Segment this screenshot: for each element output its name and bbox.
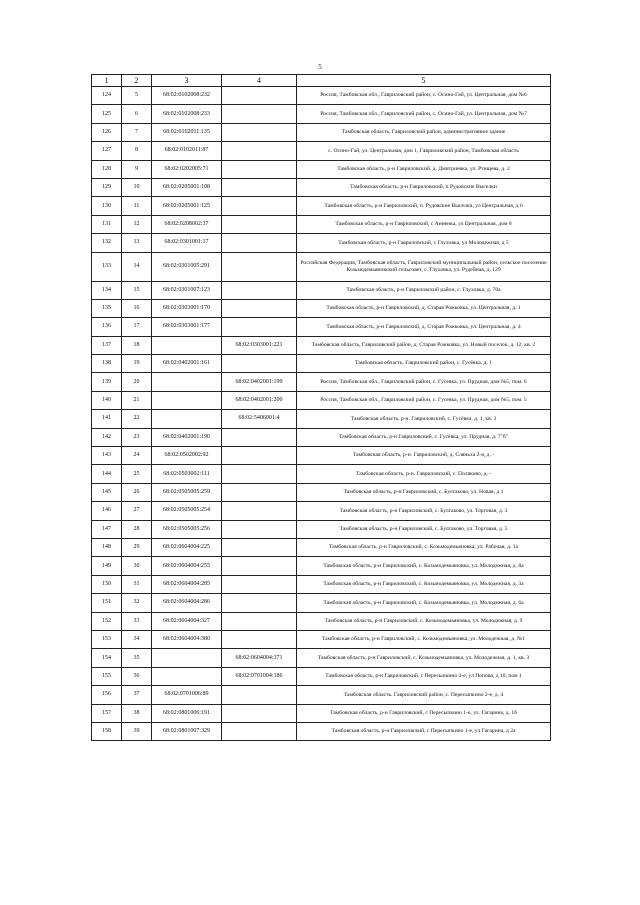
cadastral-number: 68:02:0604004:380 [152, 630, 222, 648]
row-number: 129 [92, 178, 122, 196]
cadastral-number [152, 410, 222, 428]
cadastral-number: 68:02:0402001:190 [152, 428, 222, 446]
table-row [92, 234, 551, 252]
address: Тамбовская область, р-н Гавриловский, д. Старая Рожковка, ул. Центральная, д. 4 [297, 318, 551, 336]
address: Тамбовская область, р-н Гавриловский, с. Булгаково, ул. Новая, д 1 [297, 483, 551, 501]
table-row [92, 704, 551, 722]
row-number: 132 [92, 234, 122, 252]
row-number: 151 [92, 594, 122, 612]
cadastral-number: 68:02:0102011:87 [152, 142, 222, 160]
table-row [92, 667, 551, 685]
cadastral-number-alt [222, 105, 297, 123]
table-row [92, 428, 551, 446]
item-number: 15 [122, 281, 152, 299]
cadastral-number-alt [222, 197, 297, 215]
table-row [92, 197, 551, 215]
table-row [92, 373, 551, 391]
cadastral-number: 68:02:0102008:233 [152, 105, 222, 123]
column-header: 1 [92, 75, 122, 87]
cadastral-number: 68:02:0604004:225 [152, 538, 222, 556]
address: Тамбовская область, р-н Гавриловский, с. Козьмодемьяновка, ул. Молодежная, д. 9 [297, 612, 551, 630]
table-row [92, 575, 551, 593]
cadastral-number-alt [222, 722, 297, 740]
cadastral-number: 68:02:0502002:92 [152, 447, 222, 465]
cadastral-number: 68:02:0205001:108 [152, 178, 222, 196]
cadastral-number: 68:02:0505005:254 [152, 502, 222, 520]
item-number: 31 [122, 575, 152, 593]
item-number: 8 [122, 142, 152, 160]
item-number: 21 [122, 391, 152, 409]
cadastral-number-alt [222, 630, 297, 648]
item-number: 29 [122, 538, 152, 556]
row-number: 126 [92, 123, 122, 141]
address: Россия, Тамбовская обл., Гавриловский район, с. Осино-Гай, ул. Центральная, дом №7 [297, 105, 551, 123]
cadastral-number: 68:02:0604004:327 [152, 612, 222, 630]
cadastral-number-alt [222, 557, 297, 575]
cadastral-number-alt [222, 612, 297, 630]
cadastral-number-alt [222, 594, 297, 612]
cadastral-number-alt [222, 704, 297, 722]
cadastral-number-alt [222, 234, 297, 252]
item-number: 19 [122, 355, 152, 373]
row-number: 136 [92, 318, 122, 336]
item-number: 33 [122, 612, 152, 630]
table-row [92, 483, 551, 501]
address: Тамбовская область, р-н. Гавриловский, д. Сляньха 2-я, д. - [297, 447, 551, 465]
table-row [92, 502, 551, 520]
table-row [92, 649, 551, 667]
address: Тамбовская область, р-н Гавриловский, с. Козьмодемьяновка, ул. Молодежная, д. №1 [297, 630, 551, 648]
row-number: 154 [92, 649, 122, 667]
cadastral-number: 68:02:0303001:170 [152, 299, 222, 317]
item-number: 14 [122, 252, 152, 281]
cadastral-number-alt [222, 483, 297, 501]
cadastral-number-alt [222, 428, 297, 446]
item-number: 37 [122, 686, 152, 704]
cadastral-number: 68:02:0505005:259 [152, 483, 222, 501]
cadastral-number-alt [222, 252, 297, 281]
row-number: 156 [92, 686, 122, 704]
table-row [92, 160, 551, 178]
row-number: 137 [92, 336, 122, 354]
row-number: 152 [92, 612, 122, 630]
address: Тамбовская область, р-н Гавриловский, д. Старая Рожковка, ул. Центральная, д. 1 [297, 299, 551, 317]
cadastral-number-alt [222, 318, 297, 336]
cadastral-number-alt [222, 142, 297, 160]
item-number: 5 [122, 87, 152, 105]
item-number: 30 [122, 557, 152, 575]
cadastral-number: 68:02:0301007:123 [152, 281, 222, 299]
row-number: 141 [92, 410, 122, 428]
cadastral-number-alt [222, 465, 297, 483]
cadastral-number: 68:02:0102008:232 [152, 87, 222, 105]
address: Тамбовская область, р-н Гавриловский, п. Рудовские Выселки, ул Центральная, д 6 [297, 197, 551, 215]
item-number: 25 [122, 465, 152, 483]
address: Тамбовская область, р-н Гавриловский, с Пересыпкино 1-е, ул Гагарина, д 2а [297, 722, 551, 740]
column-header: 3 [152, 75, 222, 87]
address: Тамбовская область, р-н. Гавриловский, с. Гусёвка. д. 1, кв. 3 [297, 410, 551, 428]
table-row [92, 123, 551, 141]
cadastral-number: 68:02:0503002:111 [152, 465, 222, 483]
table-row [92, 336, 551, 354]
table-row [92, 87, 551, 105]
row-number: 153 [92, 630, 122, 648]
address: Россия, Тамбовская обл., Гавриловский район, с. Осино-Гай, ул. Центральная, дом №6 [297, 87, 551, 105]
address: Тамбовская область, р-н Гавриловский, с. Гусёвка, ул. Прудная, д. 7"б" [297, 428, 551, 446]
item-number: 11 [122, 197, 152, 215]
row-number: 155 [92, 667, 122, 685]
row-number: 157 [92, 704, 122, 722]
address: Тамбовская область, р-н Гавриловский, с. Булгаково, ул. Торговая, д. 5 [297, 520, 551, 538]
item-number: 34 [122, 630, 152, 648]
table-row [92, 105, 551, 123]
cadastral-number-alt: 68:02:0402001:200 [222, 391, 297, 409]
item-number: 39 [122, 722, 152, 740]
row-number: 158 [92, 722, 122, 740]
cadastral-number-alt [222, 281, 297, 299]
cadastral-number: 68:02:0701006:89 [152, 686, 222, 704]
item-number: 26 [122, 483, 152, 501]
cadastral-number-alt: 68:02:0303001:221 [222, 336, 297, 354]
row-number: 138 [92, 355, 122, 373]
table-row [92, 142, 551, 160]
cadastral-number-alt: 68:02:0701004:186 [222, 667, 297, 685]
table-row [92, 391, 551, 409]
row-number: 149 [92, 557, 122, 575]
item-number: 16 [122, 299, 152, 317]
property-table [91, 74, 551, 741]
address: Россия, Тамбовская обл., Гавриловский район, с. Гусевка, ул. Прудная, дом №5, пом. 5 [297, 391, 551, 409]
row-number: 134 [92, 281, 122, 299]
address: Тамбовская область, р-н Гавриловский район, с. Глуховка, д. 70а [297, 281, 551, 299]
cadastral-number-alt [222, 575, 297, 593]
cadastral-number-alt: 68:02:0604004:371 [222, 649, 297, 667]
cadastral-number-alt [222, 178, 297, 196]
table-row [92, 299, 551, 317]
row-number: 146 [92, 502, 122, 520]
cadastral-number-alt: 68:02:0402001:199 [222, 373, 297, 391]
address: Тамбовская область, р-н Гавриловский, с. Козьмодемьяновка, ул. Молодежная, д. 8а [297, 557, 551, 575]
item-number: 22 [122, 410, 152, 428]
cadastral-number: 68:02:0402001:161 [152, 355, 222, 373]
cadastral-number: 68:02:0604004:255 [152, 557, 222, 575]
item-number: 38 [122, 704, 152, 722]
table-row [92, 630, 551, 648]
cadastral-number [152, 667, 222, 685]
column-header: 2 [122, 75, 152, 87]
address: Тамбовская область, р-н Гавриловский, п Рудовские Выселки [297, 178, 551, 196]
item-number: 27 [122, 502, 152, 520]
cadastral-number: 68:02:0205001:125 [152, 197, 222, 215]
address: Тамбовская область, р-н Гавриловский, с. Булгаково, ул. Торговая, д. 3 [297, 502, 551, 520]
address: Тамбовская область, р-н Гавриловский, с Пересыпкино 1-е, ул. Гагарина, д. 1б [297, 704, 551, 722]
item-number: 32 [122, 594, 152, 612]
cadastral-number-alt [222, 686, 297, 704]
cadastral-number-alt [222, 215, 297, 233]
item-number: 10 [122, 178, 152, 196]
cadastral-number: 68:02:0208002:37 [152, 215, 222, 233]
cadastral-number-alt [222, 538, 297, 556]
cadastral-number: 68:02:0801006:191 [152, 704, 222, 722]
table-row [92, 355, 551, 373]
item-number: 18 [122, 336, 152, 354]
item-number: 6 [122, 105, 152, 123]
column-header: 4 [222, 75, 297, 87]
address: Тамбовская область, Гавриловский район, административное здание [297, 123, 551, 141]
row-number: 133 [92, 252, 122, 281]
address: Тамбовская область, р-н Гавриловский, с. Козьмодемьяновка, ул. Молодежная, д. 3а [297, 575, 551, 593]
cadastral-number: 68:02:0604004:286 [152, 594, 222, 612]
table-row [92, 538, 551, 556]
address: Тамбовская область, р-н Гавриловский, с. Козьмодемьяновка, ул. Молодежная, д. 1, кв. 3 [297, 649, 551, 667]
address: Тамбовская область, р-н Гавриловский, с. Козьмодемьяновка, ул. Рабочая, д. 1а [297, 538, 551, 556]
table-row [92, 281, 551, 299]
row-number: 130 [92, 197, 122, 215]
cadastral-number-alt [222, 502, 297, 520]
row-number: 135 [92, 299, 122, 317]
cadastral-number: 68:02:0604004:285 [152, 575, 222, 593]
table-row [92, 520, 551, 538]
address: Тамбовская область, Гавриловский район, д. Старая Рожковка, ул. Новый поселок, д. 12, кв. 2 [297, 336, 551, 354]
item-number: 17 [122, 318, 152, 336]
item-number: 36 [122, 667, 152, 685]
cadastral-number [152, 649, 222, 667]
table-row [92, 722, 551, 740]
address: Тамбовская область, р-н Гавриловский, д. Дмитриевка, ул. Ртищева, д. 2 [297, 160, 551, 178]
cadastral-number-alt [222, 447, 297, 465]
row-number: 143 [92, 447, 122, 465]
table-row [92, 594, 551, 612]
address: Тамбовская область, Гавриловский район, с. Гусёвка, д. 1 [297, 355, 551, 373]
cadastral-number [152, 336, 222, 354]
cadastral-number [152, 391, 222, 409]
cadastral-number-alt [222, 87, 297, 105]
page-number: 5 [318, 63, 322, 71]
address: Тамбовская область. Гавриловский район, с. Пересыпкино 2-е, д. 4 [297, 686, 551, 704]
row-number: 125 [92, 105, 122, 123]
item-number: 23 [122, 428, 152, 446]
item-number: 13 [122, 234, 152, 252]
item-number: 20 [122, 373, 152, 391]
table-row [92, 410, 551, 428]
row-number: 144 [92, 465, 122, 483]
row-number: 145 [92, 483, 122, 501]
item-number: 28 [122, 520, 152, 538]
cadastral-number: 68:02:0801007:329 [152, 722, 222, 740]
address: Тамбовская область, р-н Гавриловский, с Глуховка, ул Молодежная, д 5 [297, 234, 551, 252]
table-row [92, 252, 551, 281]
cadastral-number: 68:02:0505005:256 [152, 520, 222, 538]
cadastral-number: 68:02:0102011:135 [152, 123, 222, 141]
cadastral-number: 68:02:0301005:291 [152, 252, 222, 281]
address: с. Осино-Гай, ул. Центральная, дом 1, Гавриловский район, Тамбовская область [297, 142, 551, 160]
cadastral-number: 68:02:0202005:71 [152, 160, 222, 178]
cadastral-number-alt [222, 160, 297, 178]
cadastral-number-alt [222, 520, 297, 538]
cadastral-number: 68:02:0301001:17 [152, 234, 222, 252]
address: Тамбовская область, р-н. Гавриловский, с. Поляково, д. - [297, 465, 551, 483]
row-number: 127 [92, 142, 122, 160]
address: Тамбовская область, р-н Гавриловский, с. Козьмодемьяновка, ул. Молодежная, д. 6а [297, 594, 551, 612]
row-number: 124 [92, 87, 122, 105]
row-number: 150 [92, 575, 122, 593]
cadastral-number-alt [222, 355, 297, 373]
address: Тамбовская область, р-н Гавриловский, с Анненка, ул Центральная, дом 8 [297, 215, 551, 233]
row-number: 139 [92, 373, 122, 391]
row-number: 140 [92, 391, 122, 409]
cadastral-number [152, 373, 222, 391]
item-number: 9 [122, 160, 152, 178]
row-number: 142 [92, 428, 122, 446]
address: Тамбовская область, р-н Гавриловский, с Пересыпкино 2-е, ул Попова, д 10, пом 1 [297, 667, 551, 685]
cadastral-number-alt: 68:02:5406001:4 [222, 410, 297, 428]
address: Россия, Тамбовская обл., Гавриловский район, с. Гусевка, ул. Прудная, дом №5, пом. 6 [297, 373, 551, 391]
row-number: 131 [92, 215, 122, 233]
column-header: 5 [297, 75, 551, 87]
table-row [92, 215, 551, 233]
address: Российская Федерация, Тамбовская область, Гавриловский муниципальный район, сельское поселение Козьмодемьяновский сельсовет, с. Глуховка, ул. Рудейная, д. 129 [297, 252, 551, 281]
row-number: 147 [92, 520, 122, 538]
item-number: 12 [122, 215, 152, 233]
table-row [92, 178, 551, 196]
row-number: 128 [92, 160, 122, 178]
table-row [92, 318, 551, 336]
cadastral-number-alt [222, 123, 297, 141]
header-row [92, 75, 551, 87]
table-row [92, 465, 551, 483]
table-row [92, 612, 551, 630]
item-number: 35 [122, 649, 152, 667]
row-number: 148 [92, 538, 122, 556]
table-row [92, 557, 551, 575]
item-number: 24 [122, 447, 152, 465]
item-number: 7 [122, 123, 152, 141]
table-body [92, 87, 551, 741]
cadastral-number: 68:02:0303001:177 [152, 318, 222, 336]
cadastral-number-alt [222, 299, 297, 317]
table-row [92, 447, 551, 465]
table-row [92, 686, 551, 704]
